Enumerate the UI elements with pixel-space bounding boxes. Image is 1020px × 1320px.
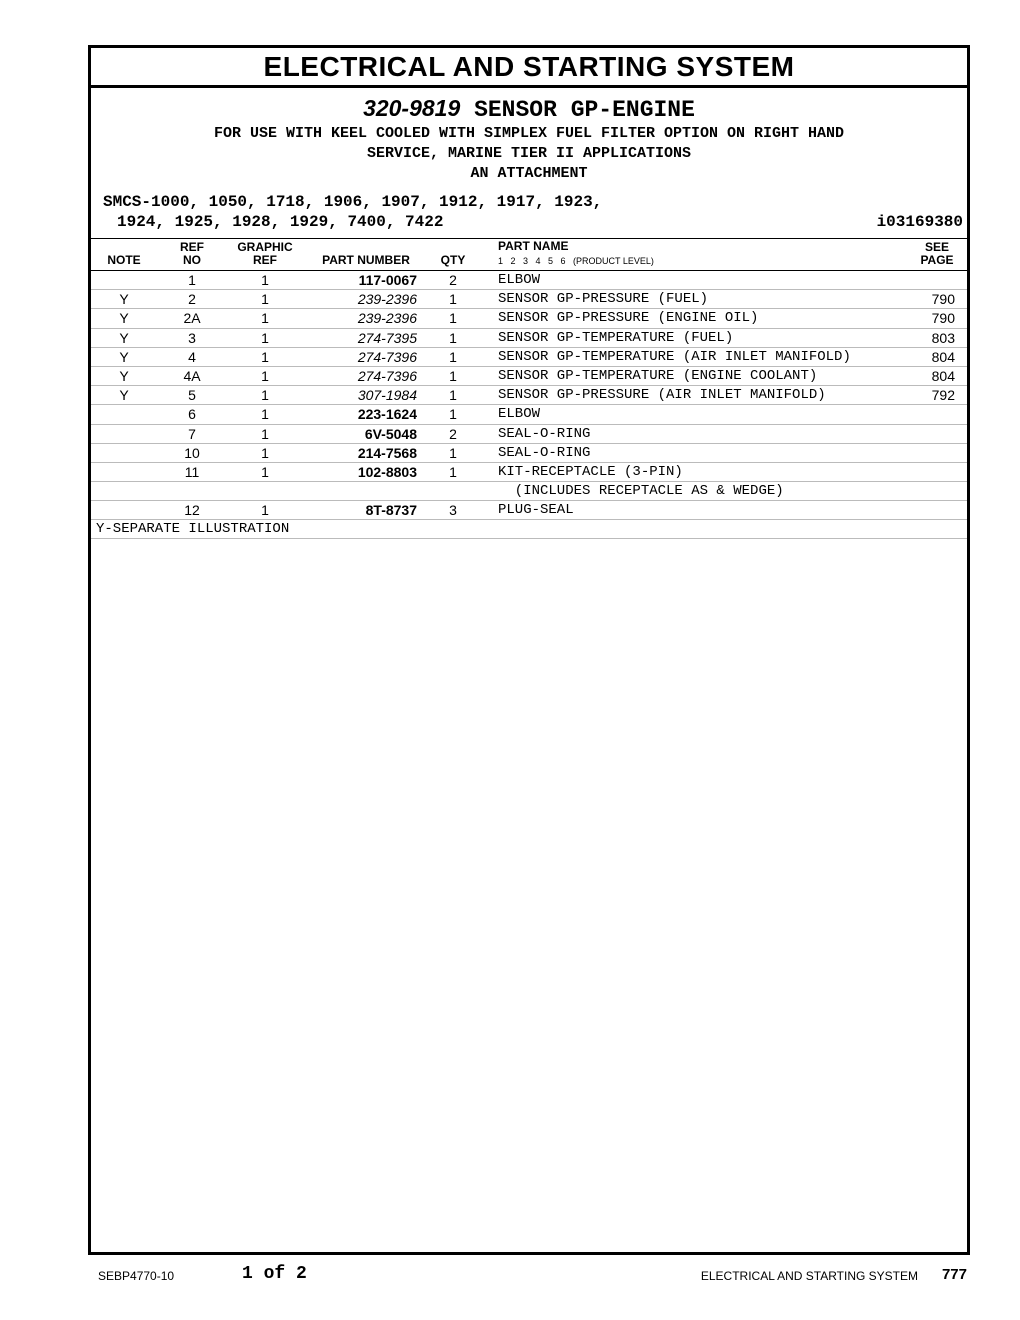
table-row <box>91 329 967 348</box>
row-part-number: 274-7396 <box>357 367 417 384</box>
subtitle-line: SERVICE, MARINE TIER II APPLICATIONS <box>366 145 692 162</box>
row-graphic-ref: 1 <box>261 348 269 365</box>
table-row <box>91 348 967 367</box>
smcs-line-2: 1924, 1925, 1928, 1929, 7400, 7422 <box>117 213 444 231</box>
table-row <box>91 290 967 309</box>
row-note: Y <box>119 387 129 404</box>
row-qty: 1 <box>449 463 457 480</box>
table-row <box>91 386 967 405</box>
table-row <box>91 309 967 328</box>
header-see-bottom: PAGE <box>920 253 954 267</box>
subtitle-line: FOR USE WITH KEEL COOLED WITH SIMPLEX FUEL FILTER OPTION ON RIGHT HAND <box>213 125 845 142</box>
row-qty: 1 <box>449 291 457 308</box>
row-part-name: SENSOR GP-PRESSURE (AIR INLET MANIFOLD) <box>498 387 826 404</box>
row-part-number: 239-2396 <box>357 291 417 308</box>
row-ref-no: 7 <box>188 425 196 442</box>
header-ref-top: REF <box>180 240 204 254</box>
table-header <box>91 238 967 271</box>
footer-section: ELECTRICAL AND STARTING SYSTEM <box>700 1269 918 1283</box>
separate-illustration-note: Y-SEPARATE ILLUSTRATION <box>91 520 967 539</box>
row-graphic-ref: 1 <box>261 502 269 519</box>
group-heading <box>91 96 967 122</box>
row-graphic-ref: 1 <box>261 463 269 480</box>
table-row <box>91 271 967 290</box>
row-qty: 1 <box>449 348 457 365</box>
row-note: Y <box>119 291 129 308</box>
illustration-id: i03169380 <box>876 213 963 231</box>
row-part-name: SENSOR GP-TEMPERATURE (FUEL) <box>498 329 734 346</box>
row-see-page: 804 <box>931 367 955 384</box>
row-ref-no: 4A <box>183 367 201 384</box>
row-qty: 1 <box>449 444 457 461</box>
header-part-number: PART NUMBER <box>322 253 410 267</box>
row-ref-no: 5 <box>188 387 196 404</box>
footer-page-number: 777 <box>941 1266 967 1283</box>
header-see-top: SEE <box>924 240 949 254</box>
row-part-name: SENSOR GP-TEMPERATURE (AIR INLET MANIFOLD) <box>498 348 851 365</box>
row-qty: 3 <box>449 502 457 519</box>
row-ref-no: 2 <box>188 291 196 308</box>
row-part-number: 307-1984 <box>357 387 417 404</box>
row-graphic-ref: 1 <box>261 291 269 308</box>
row-part-name: SENSOR GP-PRESSURE (ENGINE OIL) <box>498 310 759 327</box>
row-graphic-ref: 1 <box>261 367 269 384</box>
row-part-number: 6V-5048 <box>364 425 417 442</box>
row-ref-no: 1 <box>188 272 196 288</box>
table-row <box>91 405 967 424</box>
row-note: Y <box>119 348 129 365</box>
row-graphic-ref: 1 <box>261 329 269 346</box>
row-ref-no: 6 <box>188 406 196 423</box>
row-ref-no: 12 <box>184 502 200 519</box>
row-see-page: 804 <box>931 348 955 365</box>
row-graphic-ref: 1 <box>261 310 269 327</box>
row-qty: 2 <box>449 425 457 442</box>
row-part-name: PLUG-SEAL <box>498 502 574 519</box>
header-part-name: PART NAME <box>498 239 569 253</box>
row-note: Y <box>119 367 129 384</box>
header-graphic-bottom: REF <box>253 253 277 267</box>
row-part-name: (INCLUDES RECEPTACLE AS & WEDGE) <box>498 483 784 500</box>
row-ref-no: 11 <box>184 463 200 480</box>
row-part-name: SENSOR GP-TEMPERATURE (ENGINE COOLANT) <box>498 367 818 384</box>
row-graphic-ref: 1 <box>261 406 269 423</box>
row-graphic-ref: 1 <box>261 444 269 461</box>
parts-list <box>91 271 967 520</box>
table-row <box>91 367 967 386</box>
row-qty: 2 <box>449 272 457 288</box>
row-part-name: ELBOW <box>498 272 541 288</box>
table-row <box>91 501 967 520</box>
row-part-number: 8T-8737 <box>365 502 417 519</box>
row-see-page: 803 <box>931 329 955 346</box>
row-ref-no: 4 <box>188 348 196 365</box>
row-qty: 1 <box>449 329 457 346</box>
row-part-name: SEAL-O-RING <box>498 444 591 461</box>
table-row <box>91 444 967 463</box>
section-title: ELECTRICAL AND STARTING SYSTEM <box>91 48 967 88</box>
row-part-name: ELBOW <box>498 406 541 423</box>
row-ref-no: 2A <box>183 310 201 327</box>
row-part-number: 239-2396 <box>357 310 417 327</box>
header-ref-bottom: NO <box>183 253 201 267</box>
page-footer <box>0 1264 1020 1288</box>
page-frame <box>88 45 970 1255</box>
row-qty: 1 <box>449 387 457 404</box>
row-part-name: SEAL-O-RING <box>498 425 591 442</box>
row-see-page: 790 <box>931 291 955 308</box>
row-part-number: 223-1624 <box>357 406 417 423</box>
group-name: SENSOR GP-ENGINE <box>474 97 695 123</box>
row-graphic-ref: 1 <box>261 272 269 288</box>
row-part-number: 102-8803 <box>357 463 417 480</box>
row-part-number: 274-7395 <box>357 329 417 346</box>
row-see-page: 792 <box>931 387 955 404</box>
row-see-page: 790 <box>931 310 955 327</box>
row-part-number: 274-7396 <box>357 348 417 365</box>
header-note: NOTE <box>107 253 141 267</box>
row-ref-no: 10 <box>184 444 200 461</box>
smcs-line-1: SMCS-1000, 1050, 1718, 1906, 1907, 1912, 1917, 1923, <box>103 193 603 211</box>
row-part-number: 117-0067 <box>358 272 417 288</box>
row-qty: 1 <box>449 367 457 384</box>
table-row <box>91 463 967 482</box>
smcs-codes <box>91 192 967 232</box>
row-note: Y <box>119 329 129 346</box>
table-row <box>91 425 967 444</box>
header-product-level: 1 2 3 4 5 6 (PRODUCT LEVEL) <box>498 256 654 266</box>
row-part-number: 214-7568 <box>357 444 417 461</box>
header-qty: QTY <box>440 253 466 267</box>
group-part-number: 320-9819 <box>363 95 461 121</box>
row-part-name: SENSOR GP-PRESSURE (FUEL) <box>498 291 709 308</box>
row-part-name: KIT-RECEPTACLE (3-PIN) <box>498 463 683 480</box>
row-qty: 1 <box>449 406 457 423</box>
row-ref-no: 3 <box>188 329 196 346</box>
header-graphic-top: GRAPHIC <box>237 240 293 254</box>
row-graphic-ref: 1 <box>261 387 269 404</box>
row-note: Y <box>119 310 129 327</box>
footer-doc-id: SEBP4770-10 <box>98 1269 175 1283</box>
footer-page-of: 1 of 2 <box>242 1264 307 1284</box>
row-graphic-ref: 1 <box>261 425 269 442</box>
table-row <box>91 482 967 501</box>
subtitle-line: AN ATTACHMENT <box>470 165 588 182</box>
row-qty: 1 <box>449 310 457 327</box>
